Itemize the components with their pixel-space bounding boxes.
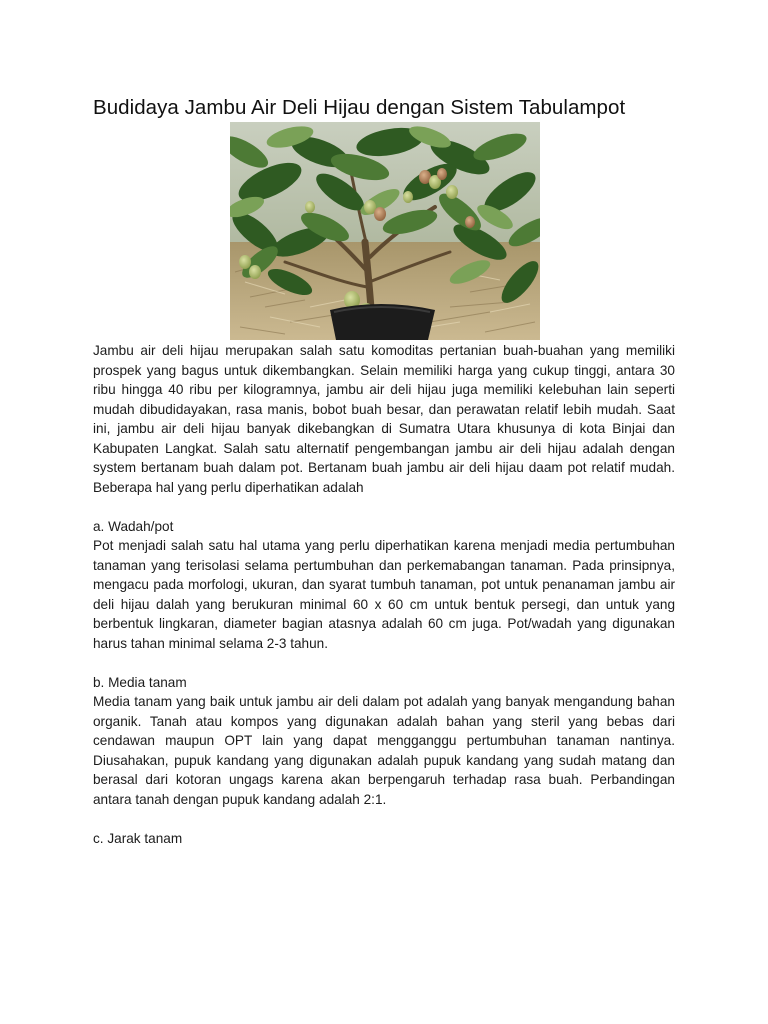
- section-heading-jarak-tanam: c. Jarak tanam: [93, 830, 183, 846]
- section-body-media-tanam: Media tanam yang baik untuk jambu air deli dalam pot adalah yang banyak mengandung bahan organik. Tanah atau kompos yang digunakan adalah bahan yang steril yang bebas dari cendawan maupun OPT lain yang dapat mengganggu pertumbuhan tanaman nantinya. Diusahakan, pupuk kandang yang digunakan adalah pupuk kandang yang sudah matang dan berasal dari kotoran ungags karena akan berpengaruh terhadap rasa buah. Perbandingan antara tanah dengan pupuk kandang adalah 2:1.: [93, 694, 675, 807]
- page-title: Budidaya Jambu Air Deli Hijau dengan Sistem Tabulampot: [93, 96, 626, 119]
- tree-photo: [230, 122, 540, 340]
- section-heading-wadah: a. Wadah/pot: [93, 518, 174, 534]
- section-heading-media-tanam: b. Media tanam: [93, 674, 187, 690]
- section-body-wadah: Pot menjadi salah satu hal utama yang perlu diperhatikan karena menjadi media pertumbuhan tanaman yang terisolasi selama pertumbuhan dan perkemabangan tanaman. Pada prinsipnya, mengacu pada morfologi, ukuran, dan syarat tumbuh tanaman, pot untuk penanaman jambu air deli hijau dalah yang berukuran minimal 60 x 60 cm untuk bentuk persegi, dan untuk yang berbentuk lingkaran, diameter bagian atasnya adalah 60 cm juga. Pot/wadah yang digunakan harus tahan minimal selama 2-3 tahun.: [93, 538, 675, 651]
- article-body: [93, 341, 675, 848]
- intro-paragraph: Jambu air deli hijau merupakan salah satu komoditas pertanian buah-buahan yang memiliki prospek yang bagus untuk dikembangkan. Selain memiliki harga yang cukup tinggi, antara 30 ribu hingga 40 ribu per kilogramnya, jambu air deli hijau juga memiliki kelebuhan lain seperti mudah dibudidayakan, rasa manis, bobot buah besar, dan perawatan relatif lebih mudah. Saat ini, jambu air deli hijau banyak dikebangkan di Sumatra Utara khusunya di kota Binjai dan Kabupaten Langkat. Salah satu alternatif pengembangan jambu air deli hijau adalah dengan system bertanam buah dalam pot. Bertanam buah jambu air deli hijau daam pot relatif mudah. Beberapa hal yang perlu diperhatikan adalah: [93, 343, 675, 495]
